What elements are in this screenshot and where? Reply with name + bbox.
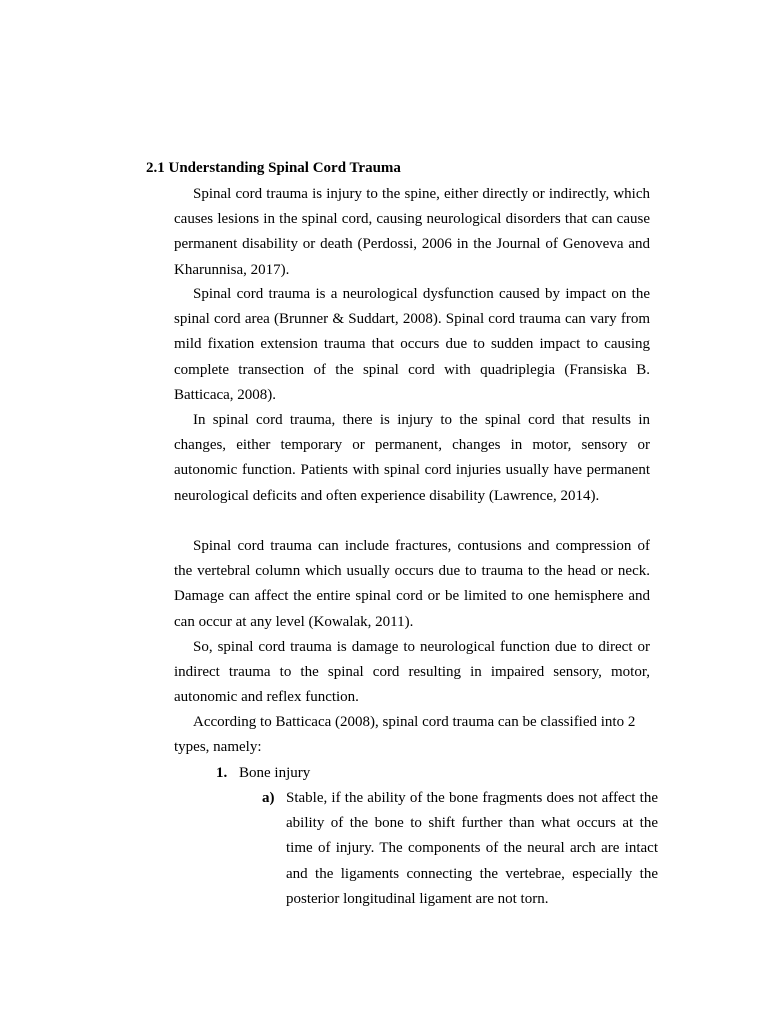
paragraph-injury-changes: In spinal cord trauma, there is injury to the spinal cord that results in changes, either temporary or permanent, changes in motor, sensory or autonomic function. Patients with spinal cord injuries usually have permanent neurological deficits and often experience disability (Lawrence, 2014). bbox=[174, 412, 650, 504]
sub-list-marker: a) bbox=[262, 790, 275, 806]
sub-list-item-stable bbox=[262, 786, 658, 912]
paragraph-neurological-dysfunction: Spinal cord trauma is a neurological dysfunction caused by impact on the spinal cord area (Brunner & Suddart, 2008). Spinal cord trauma can vary from mild fixation extension trauma that occurs due to sudden impact to causing complete transection of the spinal cord with quadriplegia (Fransiska B. Batticaca, 2008). bbox=[174, 286, 650, 403]
sub-list-item-text: Stable, if the ability of the bone fragments does not affect the ability of the bone to shift further than what occurs at the time of injury. The components of the neural arch are intact and the ligaments connecting the vertebrae, especially the posterior longitudinal ligament are not torn. bbox=[286, 790, 658, 907]
section-heading: 2.1 Understanding Spinal Cord Trauma bbox=[146, 160, 401, 176]
paragraph-definition: Spinal cord trauma is injury to the spine, either directly or indirectly, which causes lesions in the spinal cord, causing neurological disorders that can cause permanent disability or death (Perdossi, 2006 in the Journal of Genoveva and Kharunnisa, 2017). bbox=[174, 186, 650, 278]
paragraph-classification: According to Batticaca (2008), spinal cord trauma can be classified into 2 types, namely: bbox=[174, 714, 636, 756]
list-marker: 1. bbox=[216, 765, 228, 781]
paragraph-summary: So, spinal cord trauma is damage to neurological function due to direct or indirect trauma to the spinal cord resulting in impaired sensory, motor, autonomic and reflex function. bbox=[174, 639, 650, 706]
list-item-label: Bone injury bbox=[239, 765, 311, 781]
paragraph-fractures: Spinal cord trauma can include fractures, contusions and compression of the vertebral column which usually occurs due to trauma to the head or neck. Damage can affect the entire spinal cord or be limited to one hemisphere and can occur at any level (Kowalak, 2011). bbox=[174, 538, 650, 630]
list-item-bone-injury bbox=[216, 761, 310, 786]
